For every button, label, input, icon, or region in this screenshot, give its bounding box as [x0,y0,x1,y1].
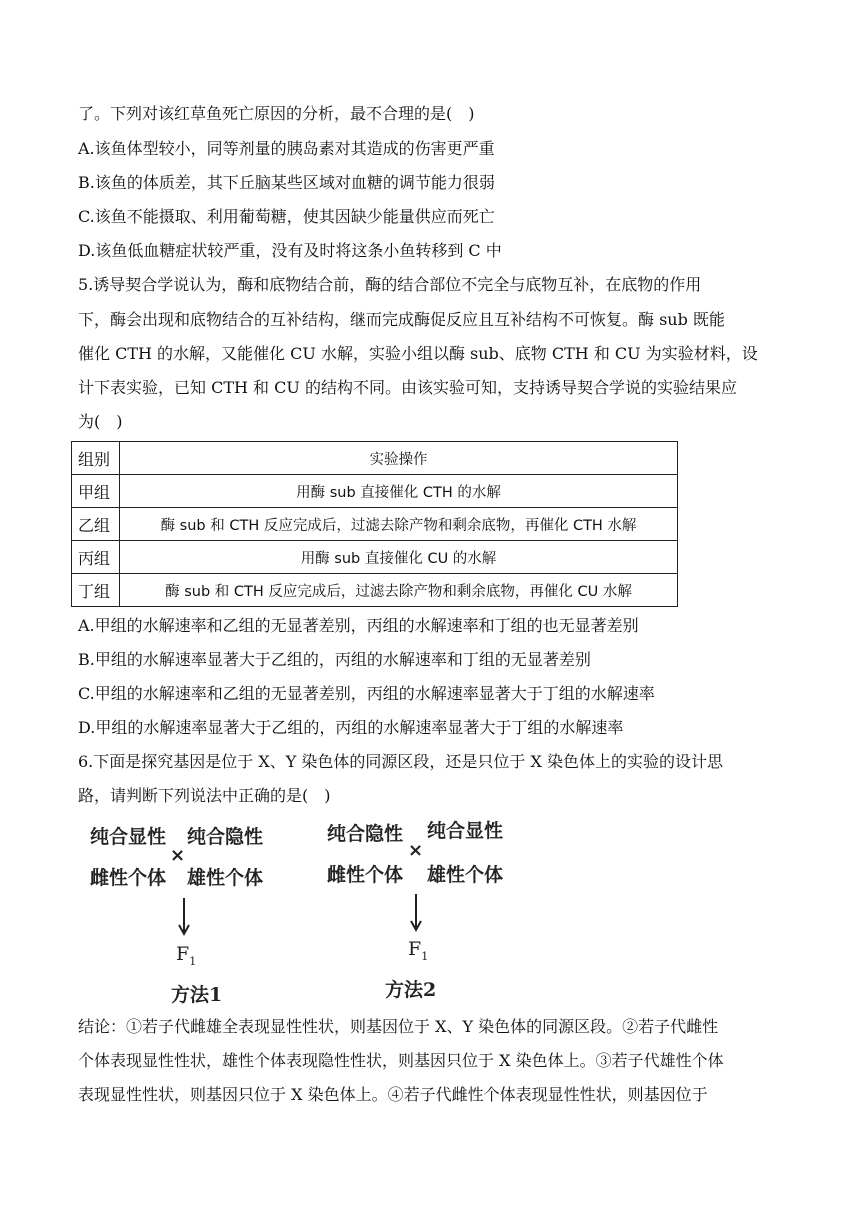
conclusion-line: 个体表现显性性状，雄性个体表现隐性性状，则基因只位于 X 染色体上。③若子代雄性个体 [78,1051,724,1070]
experiment-table [71,441,678,607]
method-1-left-top: 纯合显性 [90,826,167,848]
conclusion-line: 表现显性性状，则基因只位于 X 染色体上。④若子代雌性个体表现显性性状，则基因位于 [78,1085,708,1104]
table-header-row [72,442,678,475]
text-line: 了。下列对该红草鱼死亡原因的分析，最不合理的是( ) [78,104,475,123]
table-cell-group: 丙组 [72,541,120,574]
option-b: B.甲组的水解速率显著大于乙组的，丙组的水解速率和丁组的无显著差别 [78,650,591,669]
method-2-label: 方法2 [385,979,437,1001]
table-header-group: 组别 [72,442,120,475]
cross-symbol: × [170,845,186,866]
question-6-line: 路，请判断下列说法中正确的是( ) [78,786,331,805]
method-2-left-top: 纯合隐性 [327,823,404,845]
table-cell-operation: 用酶 sub 直接催化 CU 的水解 [120,541,678,574]
method-2-right-top: 纯合显性 [427,820,504,842]
table-cell-group: 甲组 [72,475,120,508]
option-a: A.该鱼体型较小，同等剂量的胰岛素对其造成的伤害更严重 [78,139,495,158]
table-row [72,541,678,574]
table-cell-operation: 用酶 sub 直接催化 CTH 的水解 [120,475,678,508]
option-a: A.甲组的水解速率和乙组的无显著差别，丙组的水解速率和丁组的也无显著差别 [78,616,639,635]
question-5-line: 催化 CTH 的水解，又能催化 CU 水解，实验小组以酶 sub、底物 CTH 和 CU 为实验材料，设 [78,344,758,363]
cross-symbol: × [408,840,424,861]
question-5-line: 为( ) [78,412,123,431]
option-d: D.该鱼低血糖症状较严重，没有及时将这条小鱼转移到 C 中 [78,241,502,260]
option-c: C.甲组的水解速率和乙组的无显著差别，丙组的水解速率显著大于丁组的水解速率 [78,684,655,703]
f1-label: $F_1$ [408,938,429,963]
table-cell-group: 乙组 [72,508,120,541]
down-arrow-icon [408,892,424,934]
table-row [72,508,678,541]
method-1-right-bottom: 雄性个体 [187,867,264,889]
question-6-line: 6.下面是探究基因是位于 X、Y 染色体的同源区段，还是只位于 X 染色体上的实验的设计思 [78,752,723,771]
method-2-right-bottom: 雄性个体 [427,864,504,886]
question-5-line: 下，酶会出现和底物结合的互补结构，继而完成酶促反应且互补结构不可恢复。酶 sub 既能 [78,310,725,329]
option-b: B.该鱼的体质差，其下丘脑某些区域对血糖的调节能力很弱 [78,173,495,192]
option-c: C.该鱼不能摄取、利用葡萄糖，使其因缺少能量供应而死亡 [78,207,495,226]
table-cell-group: 丁组 [72,574,120,607]
table-row [72,475,678,508]
method-1-right-top: 纯合隐性 [187,826,264,848]
question-5-line: 计下表实验，已知 CTH 和 CU 的结构不同。由该实验可知，支持诱导契合学说的实验结果应 [78,378,737,397]
table-cell-operation: 酶 sub 和 CTH 反应完成后，过滤去除产物和剩余底物，再催化 CU 水解 [120,574,678,607]
method-1-left-bottom: 雌性个体 [90,867,167,889]
conclusion-line: 结论：①若子代雌雄全表现显性性状，则基因位于 X、Y 染色体的同源区段。②若子代雌性 [78,1017,719,1036]
method-2-left-bottom: 雌性个体 [327,864,404,886]
table-row [72,574,678,607]
question-5-line: 5.诱导契合学说认为，酶和底物结合前，酶的结合部位不完全与底物互补，在底物的作用 [78,275,702,294]
table-cell-operation: 酶 sub 和 CTH 反应完成后，过滤去除产物和剩余底物，再催化 CTH 水解 [120,508,678,541]
table-header-operation: 实验操作 [120,442,678,475]
f1-label: $F_1$ [176,943,197,968]
method-1-label: 方法1 [171,984,223,1006]
down-arrow-icon [176,896,192,938]
option-d: D.甲组的水解速率显著大于乙组的，丙组的水解速率显著大于丁组的水解速率 [78,718,624,737]
